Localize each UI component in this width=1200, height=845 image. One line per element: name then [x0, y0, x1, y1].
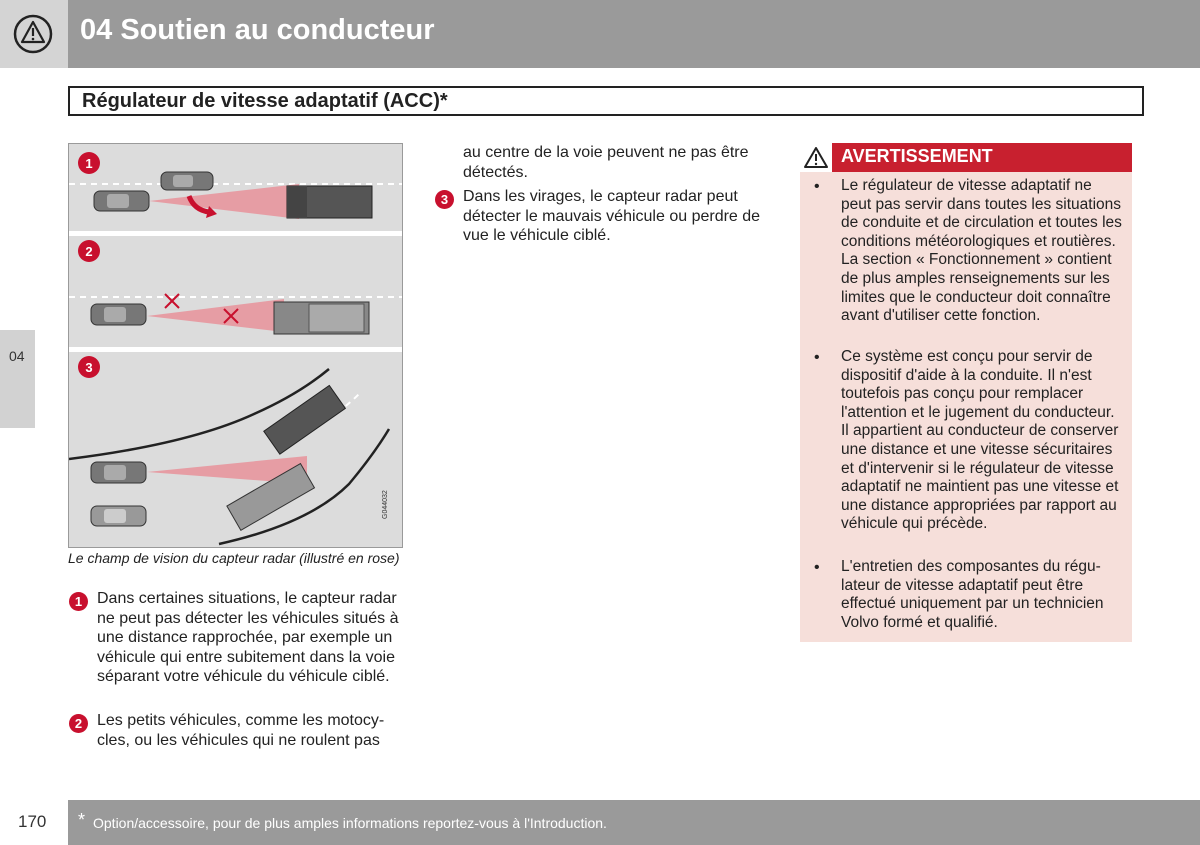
- car-icon: [91, 462, 146, 483]
- car-icon: [161, 172, 213, 190]
- warning-triangle-circle-icon: [0, 0, 68, 68]
- footnote-text: Option/accessoire, pour de plus amples informations reportez-vous à l'Introduction.: [93, 815, 607, 831]
- truck-icon: [287, 186, 372, 218]
- warning-bullet-text: Le régulateur de vitesse adaptatif ne peut pas servir dans toutes les situations de conduite et de circulation et toutes les conditions météorologiques et routières. La section « Fonctionnement » contient de plus amples renseignements sur les limites que le conducteur doit connaître avant d'utiliser cette fonction.: [841, 177, 1122, 325]
- chapter-side-tab: [0, 330, 35, 428]
- page-number: 170: [18, 812, 47, 831]
- tractor-icon: [274, 302, 369, 334]
- figure-caption: Le champ de vision du capteur radar (illustré en rose): [68, 550, 400, 566]
- number-badge: 1: [69, 592, 88, 611]
- warning-header: [800, 143, 1132, 172]
- figure-label: 2: [85, 244, 93, 259]
- number-badge: 2: [69, 714, 88, 733]
- section-title: Régulateur de vitesse adaptatif (ACC)*: [68, 86, 1144, 116]
- radar-field-illustration: [68, 143, 403, 548]
- list-item: Dans les virages, le capteur radar peut détecter le mauvais véhicule ou perdre de vue le véhicule ciblé.: [463, 188, 761, 244]
- warning-icon-box: [800, 143, 832, 172]
- page-header: [0, 0, 1200, 68]
- figure-code: G044032: [382, 490, 389, 519]
- header-icon-box: [0, 0, 68, 68]
- page-footer: [68, 800, 1200, 845]
- chapter-side-tab-label: 04: [9, 348, 25, 364]
- bullet-icon: •: [814, 559, 820, 576]
- truck-icon: [264, 385, 346, 454]
- chapter-title: 04 Soutien au conducteur: [80, 14, 435, 46]
- warning-box: [800, 143, 1132, 642]
- bullet-icon: •: [814, 349, 820, 366]
- list-item: Dans certaines situations, le capteur radar ne peut pas détecter les véhicules situés à une distance rapprochée, par exemple un véhicule qui entre subitement dans la voie séparant votre véhicule du véhicule ciblé.: [97, 590, 399, 685]
- warning-bullet-text: Ce système est conçu pour servir de dispositif d'aide à la conduite. Il n'est toutefois pas conçu pour remplacer l'attention et le jugement du conducteur. Il appartient au conducteur de conserver une distance et une vitesse sécuritaires et d'intervenir si le régulateur de vitesse adaptatif ne maintient pas une vitesse et une distance appropriées par rapport au véhicule qui précède.: [841, 348, 1119, 533]
- warning-title: AVERTISSEMENT: [841, 146, 993, 166]
- list-item-continuation: au centre de la voie peuvent ne pas être détectés.: [463, 144, 749, 181]
- car-icon: [91, 506, 146, 526]
- bullet-icon: •: [814, 178, 820, 195]
- figure-label: 1: [85, 156, 93, 171]
- warning-bullet-text: L'entretien des composantes du régulateur de vitesse adaptatif peut être effectué uniquement par un technicien Volvo formé et qualifié.: [841, 558, 1104, 631]
- car-icon: [94, 191, 149, 211]
- number-badge: 3: [435, 190, 454, 209]
- figure-label: 3: [85, 360, 93, 375]
- warning-triangle-icon: [800, 143, 832, 172]
- footnote-star: *: [78, 810, 86, 830]
- list-item: Les petits véhicules, comme les motocycles, ou les véhicules qui ne roulent pas: [97, 712, 385, 749]
- illustration-svg: [69, 144, 402, 547]
- car-icon: [91, 304, 146, 325]
